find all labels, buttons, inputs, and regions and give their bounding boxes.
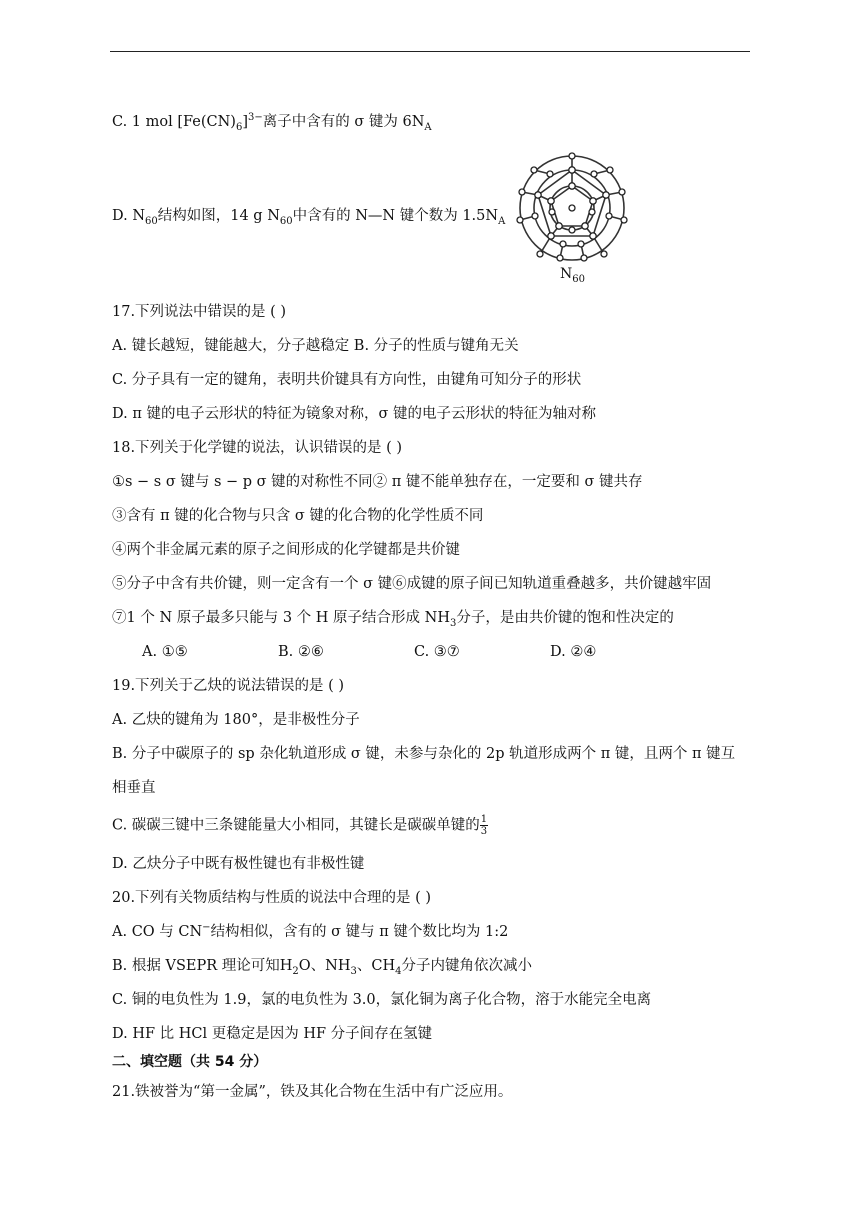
fraction: $\frac{1}{3}$ xyxy=(480,814,488,837)
q17-option-d: D. π 键的电子云形状的特征为镜象对称，σ 键的电子云形状的特征为轴对称 xyxy=(112,406,596,422)
n60-label: $N_{60}$ xyxy=(560,266,585,285)
q19-stem: 19.下列关于乙炔的说法错误的是 ( ) xyxy=(112,678,345,694)
fullerene-icon xyxy=(510,150,635,270)
q19-option-b-line2: 相垂直 xyxy=(112,780,156,796)
q18-statement-5-6: ⑤分子中含有共价键，则一定含有一个 σ 键⑥成键的原子间已知轨道重叠越多，共价键越牢固 xyxy=(112,576,712,592)
q17-option-c: C. 分子具有一定的键角，表明共价键具有方向性，由键角可知分子的形状 xyxy=(112,372,582,388)
q18-option-b: B. ②⑥ xyxy=(278,644,324,660)
q21-stem: 21.铁被誉为“第一金属”，铁及其化合物在生活中有广泛应用。 xyxy=(112,1084,513,1100)
q18-option-d: D. ②④ xyxy=(550,644,597,660)
n60-structure-figure xyxy=(510,150,635,290)
q19-option-a: A. 乙炔的键角为 180°，是非极性分子 xyxy=(112,712,360,728)
q19-option-b-line1: B. 分子中碳原子的 sp 杂化轨道形成 σ 键，未参与杂化的 2p 轨道形成两个 π 键，且两个 π 键互 xyxy=(112,746,736,762)
q18-option-a: A. ①⑤ xyxy=(142,644,188,660)
q19-option-d: D. 乙炔分子中既有极性键也有非极性键 xyxy=(112,856,365,872)
q18-statement-3: ③含有 π 键的化合物与只含 σ 键的化合物的化学性质不同 xyxy=(112,508,484,524)
q20-option-c: C. 铜的电负性为 1.9，氯的电负性为 3.0，氯化铜为离子化合物，溶于水能完全电离 xyxy=(112,992,652,1008)
q20-option-a: A. CO 与 CN−结构相似，含有的 σ 键与 π 键个数比均为 1:2 xyxy=(112,922,509,940)
q18-stem: 18.下列关于化学键的说法，认识错误的是 ( ) xyxy=(112,440,403,456)
q17-stem: 17.下列说法中错误的是 ( ) xyxy=(112,304,287,320)
option-d-n60: D. $N_{60}$结构如图，14 g $N_{60}$中含有的 N—N 键个数为 $1.5N_A$ xyxy=(112,208,506,227)
q20-option-b: B. 根据 VSEPR 理论可知$H_2O$、$NH_3$、$CH_4$分子内键角依次减小 xyxy=(112,958,533,977)
q17-option-a: A. 键长越短，键能越大，分子越稳定 B. 分子的性质与键角无关 xyxy=(112,338,519,354)
section-title: 二、填空题（共 54 分） xyxy=(112,1054,268,1070)
q18-statement-4: ④两个非金属元素的原子之间形成的化学键都是共价键 xyxy=(112,542,460,558)
q20-stem: 20.下列有关物质结构与性质的说法中合理的是 ( ) xyxy=(112,890,432,906)
q18-statement-7: ⑦1 个 N 原子最多只能与 3 个 H 原子结合形成 $NH_3$分子，是由共价键的饱和性决定的 xyxy=(112,610,674,629)
q18-option-c: C. ③⑦ xyxy=(414,644,460,660)
q19-option-c: C. 碳碳三键中三条键能量大小相同，其键长是碳碳单键的 $\frac{1}{3}$ xyxy=(112,814,488,837)
q18-statement-1-2: ①s − s σ 键与 s − p σ 键的对称性不同② π 键不能单独存在，一定要和 σ 键共存 xyxy=(112,474,643,490)
q20-option-d: D. HF 比 HCl 更稳定是因为 HF 分子间存在氢键 xyxy=(112,1026,433,1042)
option-c-fe-cn: C. 1 mol $[Fe(CN)_6]^{3-}$离子中含有的 σ 键为 $6N_A$ xyxy=(112,112,432,133)
header-rule xyxy=(110,51,750,52)
